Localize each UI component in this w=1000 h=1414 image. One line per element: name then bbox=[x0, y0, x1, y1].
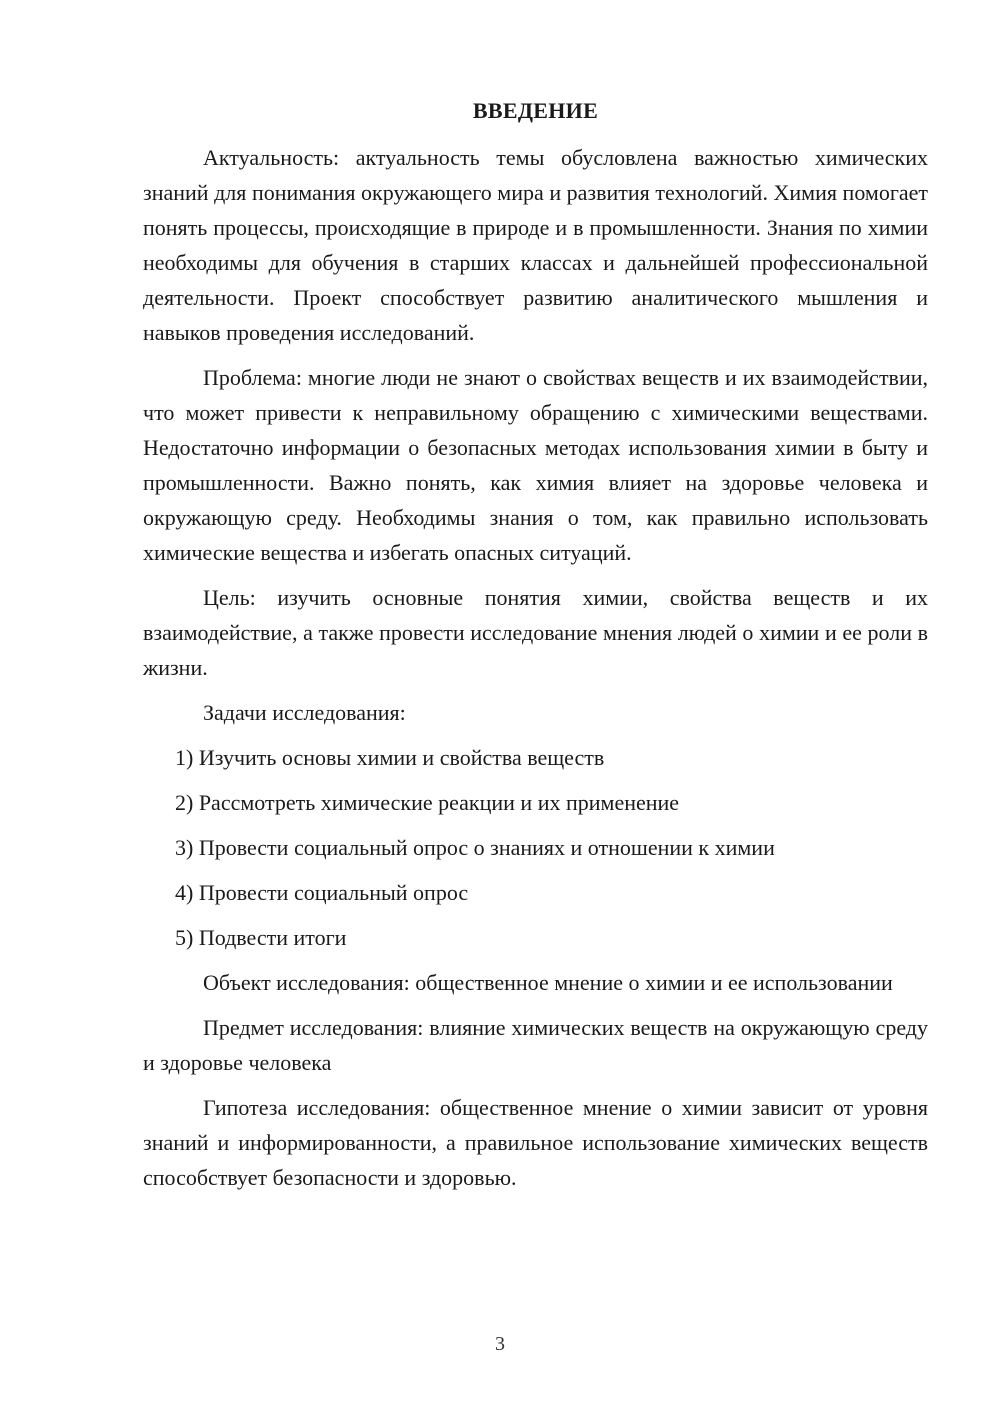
goal-paragraph: Цель: изучить основные понятия химии, свойства веществ и их взаимодействие, а также провести исследование мнения людей о химии и ее роли в жизни. bbox=[143, 585, 928, 680]
list-item: 3) Провести социальный опрос о знаниях и отношении к химии bbox=[175, 835, 775, 860]
problem-paragraph: Проблема: многие люди не знают о свойствах веществ и их взаимодействии, что может привести к неправильному обращению с химическими веществами. Недостаточно информации о безопасных методах использования химии в быту и промышленности. Важно понять, как химия влияет на здоровье человека и окружающую среду. Необходимы знания о том, как правильно использовать химические вещества и избегать опасных ситуаций. bbox=[143, 365, 928, 565]
list-item: 2) Рассмотреть химические реакции и их применение bbox=[175, 790, 680, 815]
subject-paragraph: Предмет исследования: влияние химических веществ на окружающую среду и здоровье человека bbox=[143, 1015, 928, 1075]
document-page bbox=[143, 96, 928, 1205]
page-number: 3 bbox=[495, 1333, 505, 1355]
hypothesis-paragraph: Гипотеза исследования: общественное мнение о химии зависит от уровня знаний и информированности, а правильное использование химических веществ способствует безопасности и здоровью. bbox=[143, 1095, 928, 1190]
tasks-heading: Задачи исследования: bbox=[203, 700, 406, 725]
list-item: 5) Подвести итоги bbox=[175, 925, 347, 950]
list-item: 4) Провести социальный опрос bbox=[175, 880, 469, 905]
page-title: ВВЕДЕНИЕ bbox=[472, 98, 599, 123]
tasks-list bbox=[143, 740, 928, 955]
list-item: 1) Изучить основы химии и свойства веществ bbox=[175, 745, 605, 770]
object-paragraph: Объект исследования: общественное мнение о химии и ее использовании bbox=[203, 970, 893, 995]
relevance-paragraph: Актуальность: актуальность темы обусловлена важностью химических знаний для понимания окружающего мира и развития технологий. Химия помогает понять процессы, происходящие в природе и в промышленности. Знания по химии необходимы для обучения в старших классах и дальнейшей профессиональной деятельности. Проект способствует развитию аналитического мышления и навыков проведения исследований. bbox=[143, 145, 928, 345]
